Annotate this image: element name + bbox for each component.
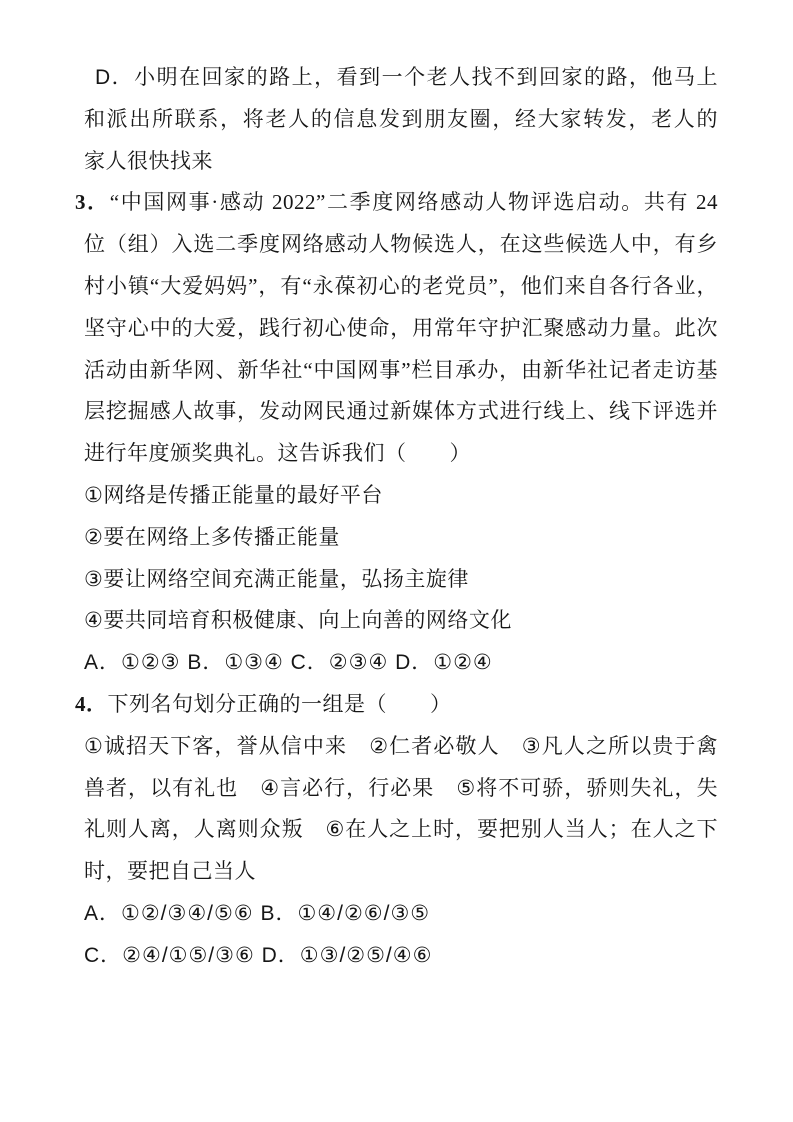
question-4-choices-line-ab: A．①②/③④/⑤⑥ B．①④/②⑥/③⑤ — [84, 901, 431, 925]
option-d-line — [0, 57, 793, 99]
text-line: 和派出所联系，将老人的信息发到朋友圈，经大家转发，老人的 — [84, 106, 718, 131]
text-line: ①诚招天下客，誉从信中来 ②仁者必敬人 ③凡人之所以贵于禽 — [84, 733, 718, 758]
text-line: 家人很快找来 — [84, 148, 213, 173]
question-4-line — [0, 684, 793, 726]
text-line: 坚守心中的大爱，践行初心使命，用常年守护汇聚感动力量。此次 — [84, 315, 718, 340]
statement-1-line: ①网络是传播正能量的最好平台 — [84, 482, 383, 507]
text-line: 兽者，以有礼也 ④言必行，行必果 ⑤将不可骄，骄则失礼，失 — [84, 775, 718, 800]
question-3-line — [0, 182, 793, 224]
text-line: 下列名句划分正确的一组是（ ） — [107, 691, 452, 716]
text-line: 位（组）入选二季度网络感动人物候选人，在这些候选人中，有乡 — [84, 232, 718, 257]
statement-3-line: ③要让网络空间充满正能量，弘扬主旋律 — [84, 566, 469, 591]
question-3-choices-line: A．①②③ B．①③④ C．②③④ D．①②④ — [84, 651, 493, 675]
option-d-letter: D． — [95, 66, 135, 89]
text-line: 活动由新华网、新华社“中国网事”栏目承办，由新华社记者走访基 — [84, 357, 718, 382]
question-4-number: 4． — [75, 691, 108, 716]
statement-2-line: ②要在网络上多传播正能量 — [84, 524, 340, 549]
text-line: 层挖掘感人故事，发动网民通过新媒体方式进行线上、线下评选并 — [84, 399, 718, 424]
text-line: “中国网事·感动 2022”二季度网络感动人物评选启动。共有 24 — [109, 190, 719, 215]
text-line: 礼则人离，人离则众叛 ⑥在人之上时，要把别人当人；在人之下 — [84, 817, 718, 842]
text-line: 村小镇“大爱妈妈”，有“永葆初心的老党员”，他们来自各行各业， — [84, 273, 718, 298]
question-4-choices-line-cd: C．②④/①⑤/③⑥ D．①③/②⑤/④⑥ — [84, 943, 433, 967]
exam-text-block — [0, 57, 793, 977]
question-3-number: 3． — [75, 190, 110, 215]
text-line: 时，要把自己当人 — [84, 859, 256, 884]
statement-4-line: ④要共同培育积极健康、向上向善的网络文化 — [84, 608, 512, 633]
text-line: 进行年度颁奖典礼。这告诉我们（ ） — [84, 441, 471, 466]
text-line: 小明在回家的路上，看到一个老人找不到回家的路，他马上 — [134, 65, 718, 89]
